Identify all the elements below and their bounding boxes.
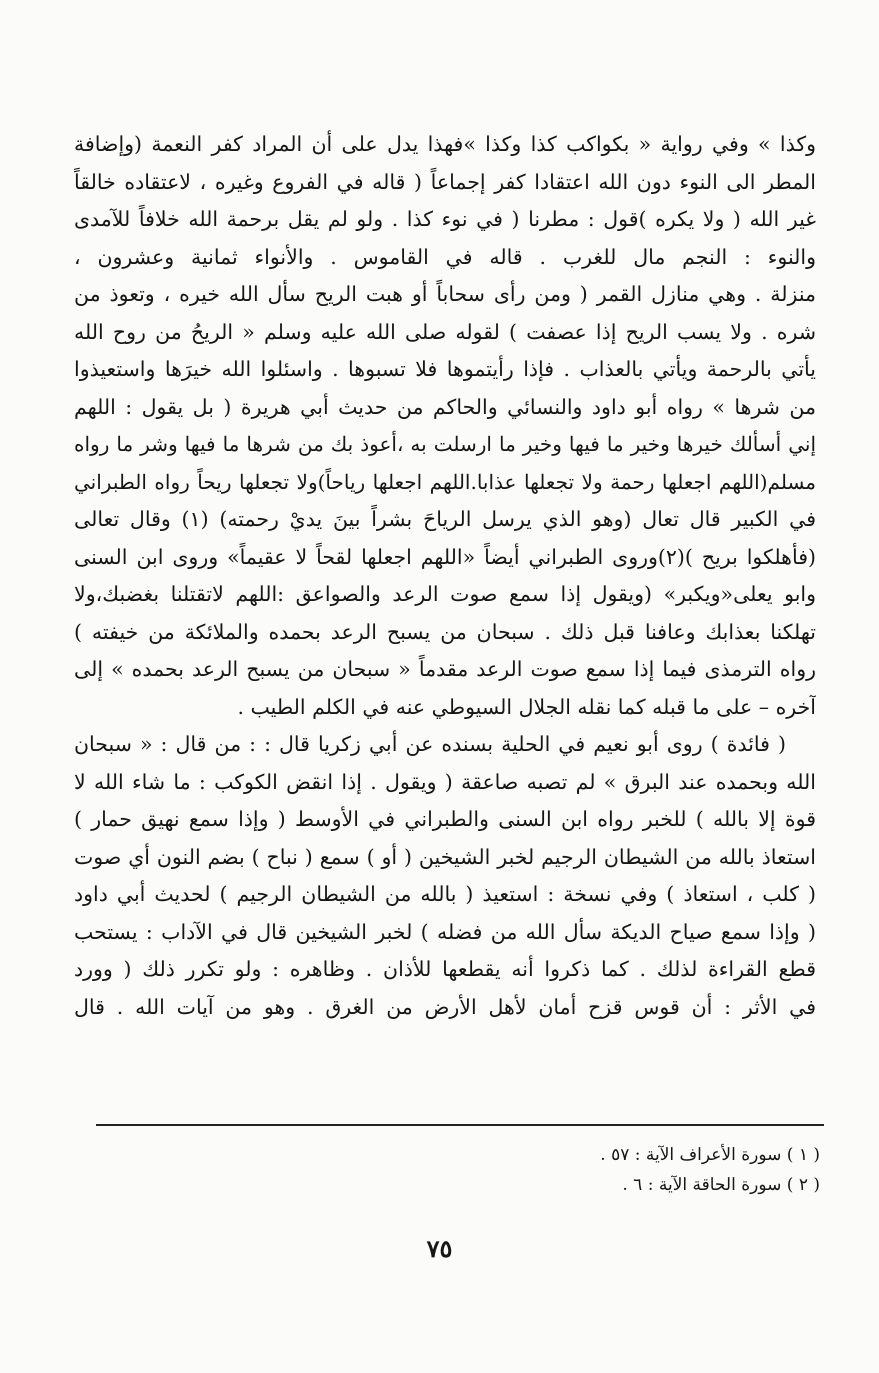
text-line: يأتي بالرحمة ويأتي بالعذاب . فإذا رأيتموها فلا تسبوها . واسئلوا الله خيرَها واستعيذوا xyxy=(74,357,816,381)
text-line: قوة إلا بالله ) للخبر رواه ابن السنى والطبراني في الأوسط ( وإذا سمع نهيق حمار ) xyxy=(74,807,816,831)
footnotes xyxy=(300,1140,820,1200)
text-line: من شرها » رواه أبو داود والنسائي والحاكم من حديث أبي هريرة ( بل يقول : اللهم xyxy=(74,394,816,419)
text-line: الله وبحمده عند البرق » لم تصبه صاعقة ( ويقول . إذا انقض الكوكب : ما شاء الله لا xyxy=(74,769,816,794)
page-number: ٧٥ xyxy=(426,1234,453,1263)
text-line: والنوء : النجم مال للغرب . قاله في القاموس . والأنواء ثمانية وعشرون ، xyxy=(74,244,816,269)
text-line: وكذا » وفي رواية « بكواكب كذا وكذا »فهذا يدل على أن المراد كفر النعمة (وإضافة xyxy=(74,132,816,156)
text-line: إني أسألك خيرها وخير ما فيها وخير ما ارسلت به ،أعوذ بك من شرها ما فيها وشر ما رواه xyxy=(74,432,816,456)
text-line: في الكبير قال تعال (وهو الذي يرسل الرياحَ بشراً بينَ يديْ رحمته) (١) وقال تعالى xyxy=(74,507,816,531)
text-line: تهلكنا بعذابك وعافنا قبل ذلك . سبحان من يسبح الرعد بحمده والملائكة من خيفته ) xyxy=(74,619,816,644)
footnote: ( ٢ ) سورة الحاقة الآية : ٦ . xyxy=(622,1175,820,1195)
text-line: منزلة . وهي منازل القمر ( ومن رأى سحاباً أو هبت الريح سأل الله خيره ، وتعوذ من xyxy=(74,282,816,306)
footnote-separator xyxy=(96,1124,824,1126)
text-line: المطر الى النوء دون الله اعتقادا كفر إجماعاً ( قاله في الفروع وغيره ، لاعتقاده خالقاً xyxy=(74,169,816,194)
footnote: ( ١ ) سورة الأعراف الآية : ٥٧ . xyxy=(600,1145,820,1165)
text-line: وابو يعلى«ويكبر» (ويقول إذا سمع صوت الرعد والصواعق :اللهم لاتقتلنا بغضبك،ولا xyxy=(74,582,816,606)
text-line: ( كلب ، استعاذ ) وفي نسخة : استعيذ ( بالله من الشيطان الرجيم ) لحديث أبي داود xyxy=(74,882,816,906)
text-line: ( وإذا سمع صياح الديكة سأل الله من فضله ) لخبر الشيخين قال في الآداب : يستحب xyxy=(74,919,816,944)
text-line: قطع القراءة لذلك . كما ذكروا أنه يقطعها للأذان . وظاهره : ولو تكرر ذلك ( وورد xyxy=(74,957,816,981)
text-line: شره . ولا يسب الريح إذا عصفت ) لقوله صلى الله عليه وسلم « الريحُ من روح الله xyxy=(74,319,816,344)
text-line: (فأهلكوا بريح )(٢)وروى الطبراني أيضاً «اللهم اجعلها لقحاً لا عقيماً» وروى ابن السنى xyxy=(74,544,816,569)
text-line: مسلم(اللهم اجعلها رحمة ولا تجعلها عذابا.اللهم اجعلها رياحاً)ولا تجعلها ريحاً رواه الطبراني xyxy=(74,469,816,494)
body-text xyxy=(74,126,816,1026)
text-line: آخره – على ما قبله كما نقله الجلال السيوطي عنه في الكلم الطيب . xyxy=(237,694,816,719)
text-line: في الأثر : أن قوس قزح أمان لأهل الأرض من الغرق . وهو من آيات الله . قال xyxy=(74,994,816,1019)
text-line: غير الله ( ولا يكره )قول : مطرنا ( في نوء كذا . ولو لم يقل برحمة الله خلافاً للآمدى xyxy=(74,207,816,231)
text-line: استعاذ بالله من الشيطان الرجيم لخبر الشيخين ( أو ) سمع ( نباح ) بضم النون أي صوت xyxy=(74,844,816,869)
text-line: رواه الترمذى فيما إذا سمع صوت الرعد مقدماً « سبحان من يسبح الرعد بحمده » إلى xyxy=(74,657,816,681)
text-line: ( فائدة ) روى أبو نعيم في الحلية بسنده عن أبي زكريا قال : : من قال : « سبحان xyxy=(74,732,786,756)
